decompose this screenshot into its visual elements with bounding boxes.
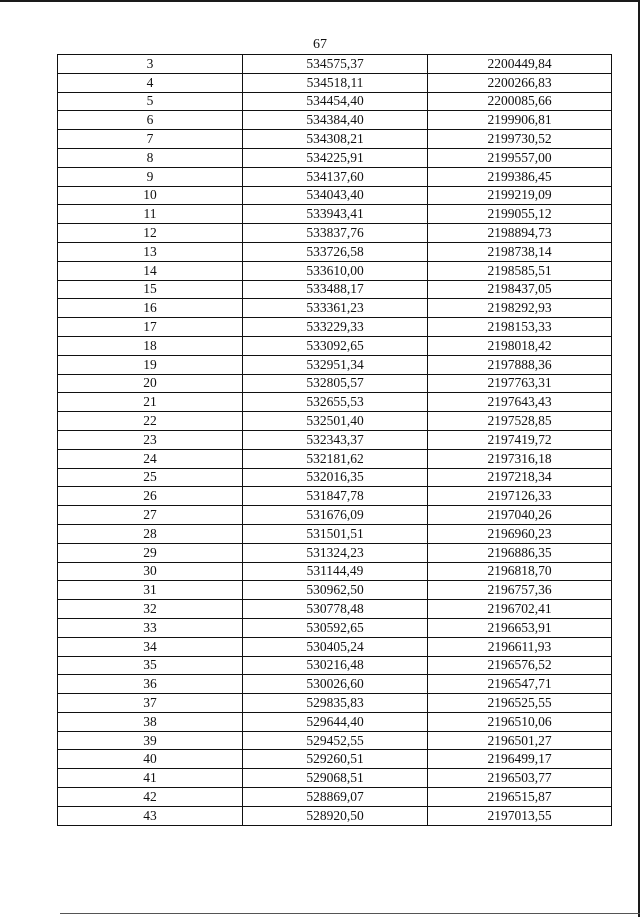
x-coordinate-cell: 531676,09 <box>243 506 428 525</box>
table-row <box>58 430 612 449</box>
y-coordinate-cell: 2196499,17 <box>428 750 612 769</box>
x-coordinate-cell: 534575,37 <box>243 55 428 74</box>
x-coordinate-cell: 529068,51 <box>243 769 428 788</box>
point-number-cell: 21 <box>58 393 243 412</box>
x-coordinate-cell: 531847,78 <box>243 487 428 506</box>
table-row <box>58 336 612 355</box>
point-number-cell: 22 <box>58 412 243 431</box>
table-row <box>58 412 612 431</box>
x-coordinate-cell: 532343,37 <box>243 430 428 449</box>
y-coordinate-cell: 2197419,72 <box>428 430 612 449</box>
table-row <box>58 92 612 111</box>
x-coordinate-cell: 530778,48 <box>243 600 428 619</box>
table-row <box>58 806 612 825</box>
table-row <box>58 261 612 280</box>
point-number-cell: 32 <box>58 600 243 619</box>
y-coordinate-cell: 2197888,36 <box>428 355 612 374</box>
table-row <box>58 280 612 299</box>
x-coordinate-cell: 530962,50 <box>243 581 428 600</box>
point-number-cell: 26 <box>58 487 243 506</box>
y-coordinate-cell: 2196503,77 <box>428 769 612 788</box>
point-number-cell: 10 <box>58 186 243 205</box>
x-coordinate-cell: 534384,40 <box>243 111 428 130</box>
point-number-cell: 11 <box>58 205 243 224</box>
point-number-cell: 5 <box>58 92 243 111</box>
table-row <box>58 299 612 318</box>
y-coordinate-cell: 2198153,33 <box>428 318 612 337</box>
x-coordinate-cell: 528869,07 <box>243 788 428 807</box>
y-coordinate-cell: 2200085,66 <box>428 92 612 111</box>
y-coordinate-cell: 2199557,00 <box>428 148 612 167</box>
point-number-cell: 17 <box>58 318 243 337</box>
x-coordinate-cell: 532016,35 <box>243 468 428 487</box>
x-coordinate-cell: 531324,23 <box>243 543 428 562</box>
table-row <box>58 374 612 393</box>
y-coordinate-cell: 2199386,45 <box>428 167 612 186</box>
table-row <box>58 393 612 412</box>
x-coordinate-cell: 530026,60 <box>243 675 428 694</box>
point-number-cell: 43 <box>58 806 243 825</box>
table-row <box>58 637 612 656</box>
y-coordinate-cell: 2200266,83 <box>428 73 612 92</box>
table-row <box>58 148 612 167</box>
table-row <box>58 506 612 525</box>
point-number-cell: 25 <box>58 468 243 487</box>
point-number-cell: 31 <box>58 581 243 600</box>
x-coordinate-cell: 534308,21 <box>243 130 428 149</box>
table-row <box>58 543 612 562</box>
table-row <box>58 750 612 769</box>
x-coordinate-cell: 532181,62 <box>243 449 428 468</box>
point-number-cell: 35 <box>58 656 243 675</box>
y-coordinate-cell: 2197763,31 <box>428 374 612 393</box>
x-coordinate-cell: 530405,24 <box>243 637 428 656</box>
table-row <box>58 468 612 487</box>
y-coordinate-cell: 2199906,81 <box>428 111 612 130</box>
table-row <box>58 111 612 130</box>
point-number-cell: 3 <box>58 55 243 74</box>
coordinates-table-body <box>58 55 612 826</box>
table-row <box>58 600 612 619</box>
y-coordinate-cell: 2199219,09 <box>428 186 612 205</box>
y-coordinate-cell: 2198018,42 <box>428 336 612 355</box>
y-coordinate-cell: 2196886,35 <box>428 543 612 562</box>
point-number-cell: 7 <box>58 130 243 149</box>
scan-edge-bottom <box>60 913 640 914</box>
x-coordinate-cell: 533361,23 <box>243 299 428 318</box>
y-coordinate-cell: 2197528,85 <box>428 412 612 431</box>
x-coordinate-cell: 529452,55 <box>243 731 428 750</box>
point-number-cell: 37 <box>58 694 243 713</box>
table-row <box>58 242 612 261</box>
table-row <box>58 224 612 243</box>
table-row <box>58 205 612 224</box>
point-number-cell: 20 <box>58 374 243 393</box>
x-coordinate-cell: 530592,65 <box>243 618 428 637</box>
x-coordinate-cell: 534225,91 <box>243 148 428 167</box>
page-number: 67 <box>313 37 327 52</box>
point-number-cell: 13 <box>58 242 243 261</box>
x-coordinate-cell: 532501,40 <box>243 412 428 431</box>
point-number-cell: 33 <box>58 618 243 637</box>
x-coordinate-cell: 531144,49 <box>243 562 428 581</box>
y-coordinate-cell: 2197126,33 <box>428 487 612 506</box>
point-number-cell: 16 <box>58 299 243 318</box>
x-coordinate-cell: 529260,51 <box>243 750 428 769</box>
point-number-cell: 41 <box>58 769 243 788</box>
table-row <box>58 524 612 543</box>
coordinates-table <box>57 54 612 826</box>
point-number-cell: 27 <box>58 506 243 525</box>
y-coordinate-cell: 2198894,73 <box>428 224 612 243</box>
point-number-cell: 15 <box>58 280 243 299</box>
x-coordinate-cell: 532805,57 <box>243 374 428 393</box>
table-row <box>58 55 612 74</box>
point-number-cell: 8 <box>58 148 243 167</box>
x-coordinate-cell: 534137,60 <box>243 167 428 186</box>
scan-edge-top <box>0 0 640 2</box>
table-row <box>58 618 612 637</box>
y-coordinate-cell: 2197040,26 <box>428 506 612 525</box>
table-row <box>58 769 612 788</box>
y-coordinate-cell: 2199730,52 <box>428 130 612 149</box>
x-coordinate-cell: 533092,65 <box>243 336 428 355</box>
point-number-cell: 30 <box>58 562 243 581</box>
point-number-cell: 29 <box>58 543 243 562</box>
x-coordinate-cell: 533229,33 <box>243 318 428 337</box>
y-coordinate-cell: 2199055,12 <box>428 205 612 224</box>
y-coordinate-cell: 2198292,93 <box>428 299 612 318</box>
x-coordinate-cell: 533837,76 <box>243 224 428 243</box>
x-coordinate-cell: 534518,11 <box>243 73 428 92</box>
y-coordinate-cell: 2196960,23 <box>428 524 612 543</box>
point-number-cell: 39 <box>58 731 243 750</box>
point-number-cell: 19 <box>58 355 243 374</box>
table-row <box>58 355 612 374</box>
y-coordinate-cell: 2196501,27 <box>428 731 612 750</box>
point-number-cell: 9 <box>58 167 243 186</box>
table-row <box>58 656 612 675</box>
x-coordinate-cell: 529835,83 <box>243 694 428 713</box>
point-number-cell: 23 <box>58 430 243 449</box>
table-row <box>58 694 612 713</box>
x-coordinate-cell: 529644,40 <box>243 712 428 731</box>
y-coordinate-cell: 2197316,18 <box>428 449 612 468</box>
point-number-cell: 24 <box>58 449 243 468</box>
y-coordinate-cell: 2198437,05 <box>428 280 612 299</box>
point-number-cell: 34 <box>58 637 243 656</box>
x-coordinate-cell: 533943,41 <box>243 205 428 224</box>
point-number-cell: 36 <box>58 675 243 694</box>
x-coordinate-cell: 533488,17 <box>243 280 428 299</box>
table-row <box>58 562 612 581</box>
y-coordinate-cell: 2197013,55 <box>428 806 612 825</box>
point-number-cell: 18 <box>58 336 243 355</box>
y-coordinate-cell: 2196547,71 <box>428 675 612 694</box>
point-number-cell: 42 <box>58 788 243 807</box>
y-coordinate-cell: 2200449,84 <box>428 55 612 74</box>
x-coordinate-cell: 532951,34 <box>243 355 428 374</box>
x-coordinate-cell: 530216,48 <box>243 656 428 675</box>
y-coordinate-cell: 2197218,34 <box>428 468 612 487</box>
x-coordinate-cell: 534454,40 <box>243 92 428 111</box>
point-number-cell: 12 <box>58 224 243 243</box>
point-number-cell: 4 <box>58 73 243 92</box>
y-coordinate-cell: 2196576,52 <box>428 656 612 675</box>
y-coordinate-cell: 2196818,70 <box>428 562 612 581</box>
table-row <box>58 449 612 468</box>
table-row <box>58 73 612 92</box>
table-row <box>58 788 612 807</box>
point-number-cell: 28 <box>58 524 243 543</box>
y-coordinate-cell: 2196525,55 <box>428 694 612 713</box>
x-coordinate-cell: 531501,51 <box>243 524 428 543</box>
table-row <box>58 167 612 186</box>
y-coordinate-cell: 2196653,91 <box>428 618 612 637</box>
table-row <box>58 130 612 149</box>
x-coordinate-cell: 533726,58 <box>243 242 428 261</box>
y-coordinate-cell: 2196515,87 <box>428 788 612 807</box>
x-coordinate-cell: 528920,50 <box>243 806 428 825</box>
point-number-cell: 38 <box>58 712 243 731</box>
x-coordinate-cell: 532655,53 <box>243 393 428 412</box>
y-coordinate-cell: 2196757,36 <box>428 581 612 600</box>
y-coordinate-cell: 2197643,43 <box>428 393 612 412</box>
y-coordinate-cell: 2196611,93 <box>428 637 612 656</box>
table-row <box>58 712 612 731</box>
x-coordinate-cell: 534043,40 <box>243 186 428 205</box>
table-row <box>58 731 612 750</box>
table-row <box>58 318 612 337</box>
y-coordinate-cell: 2196510,06 <box>428 712 612 731</box>
point-number-cell: 14 <box>58 261 243 280</box>
table-row <box>58 675 612 694</box>
y-coordinate-cell: 2196702,41 <box>428 600 612 619</box>
x-coordinate-cell: 533610,00 <box>243 261 428 280</box>
table-row <box>58 581 612 600</box>
table-row <box>58 186 612 205</box>
y-coordinate-cell: 2198585,51 <box>428 261 612 280</box>
point-number-cell: 40 <box>58 750 243 769</box>
table-row <box>58 487 612 506</box>
y-coordinate-cell: 2198738,14 <box>428 242 612 261</box>
point-number-cell: 6 <box>58 111 243 130</box>
